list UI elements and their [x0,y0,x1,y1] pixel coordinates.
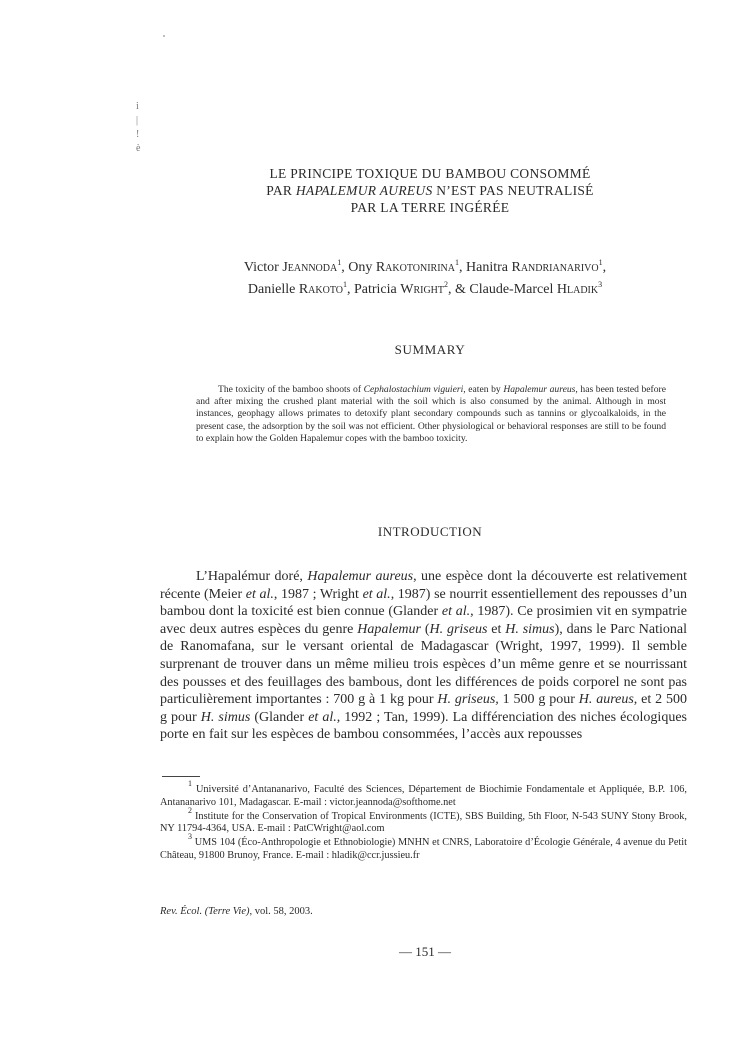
footnote-2 [160,805,687,837]
margin-mark: ! [136,129,140,140]
summary-heading: SUMMARY [394,342,466,357]
author-first: Victor [243,260,283,275]
author-list: Victor Jeannoda$^1$, Ony Rakotonirina$^1$, Hanitra Randrianarivo$^1$, Danielle Rakoto$^1$, Patricia Wright$^2$, & Claude-Marcel Hladik$^3$ [243,258,607,297]
author-last: Rakoto [298,282,343,297]
journal-name: Rev. Écol. (Terre Vie) [160,906,250,917]
author-last: Randrianarivo [511,260,599,275]
author [244,260,341,275]
footnotes [160,779,688,864]
affiliation-mark: 1 [455,258,459,267]
footnote-text: Institute for the Conservation of Tropical Environments (ICTE), SBS Building, 5th Floor, N-543 SUNY Stony Brook, NY 11794-4364, USA. E-mail : PatCWright@aol.com [160,810,687,835]
footnote-mark: 2 [188,805,192,815]
body-italic: Hapalemur [357,621,421,637]
author-first: Ony [348,260,376,275]
title-text: N’EST PAS NEUTRALISÉ [432,183,594,198]
body-text: , 1987) se nourrit essentiellement des repousses d’un bambou dont la toxicité est bien connue (Glander [160,586,688,620]
title-line-2 [190,182,670,199]
author-first: Danielle [247,282,299,297]
author-last: Wright [400,282,445,297]
body-italic: H. griseus, [437,692,499,708]
body-italic: Hapalemur aureus [307,569,414,584]
title-text: PAR [266,183,296,198]
affiliation-mark: 2 [444,280,449,289]
author [248,282,347,297]
author-last: Rakotonirina [375,260,455,275]
page-number: — 151 — [399,944,451,959]
body-text: et [487,621,506,637]
journal-citation [160,906,313,917]
journal-volume: , vol. 58, 2003. [249,906,313,917]
body-italic: H. simus [505,621,555,637]
author-first: Hanitra [466,260,512,275]
abstract-species: Cephalostachium viguieri [363,384,464,395]
margin-mark: è [136,143,141,154]
body-text: , 1987). Ce prosimien vit en sympatrie avec deux autres espèces du genre [160,604,687,637]
abstract-text: The toxicity of the bamboo shoots of [218,384,364,395]
body-text: , et 2 500 g pour [160,692,687,725]
affiliation-mark: 1 [342,280,347,289]
author [354,282,448,297]
margin-mark: | [136,115,139,126]
abstract-species: Hapalemur aureus [503,384,576,395]
summary-abstract [196,384,666,445]
body-italic: et al. [441,604,471,620]
body-italic: et al. [245,586,274,602]
body-text: , une espèce dont la découverte est relativement récente (Meier [160,569,688,602]
body-text: ), dans le Parc National de Ranomafana, sur le versant oriental de Madagascar (Wright, 1997, 1999). Il semble surprenant de trouver dans un même milieu trois espèces d’un même genre et se nourrissant des pousses et des feuillages des bambous, dont les différences de poids corporel ne sont pas particulièrement importantes : 700 g à 1 kg pour [160,621,688,708]
footnote-mark: 1 [188,779,192,788]
footnote-1 [160,779,688,810]
author [466,260,603,275]
abstract-text: , eaten by [463,384,504,395]
footnote-mark: 3 [188,832,192,842]
body-text: 1 500 g pour [498,692,579,708]
scan-speck [163,35,165,37]
affiliation-mark: 3 [598,280,603,289]
title-species: HAPALEMUR AUREUS [295,183,433,198]
author [469,282,602,297]
footnote-divider [162,776,200,777]
abstract-text: , has been tested before and after mixing the crushed plant material with the soil which is also consumed by the animal. Although in most instances, geophagy allows primates to detoxify plant secondary compounds such as tannins or glycoalkaloids, in the present case, the adsorption by the soil was not efficient. Other physiological or behavioral responses are still to be found to explain how the Golden Hapalemur copes with the bamboo toxicity. [196,384,667,444]
margin-marks [136,100,148,156]
introduction-paragraph [160,568,687,744]
body-text: L’Hapalémur doré, [196,569,308,584]
margin-mark: i [136,101,139,112]
footnote-text: UMS 104 (Éco-Anthropologie et Ethnobiologie) MNHN et CNRS, Laboratoire d’Écologie Générale, 4 avenue du Petit Château, 91800 Brunoy, France. E-mail : hladik@ccr.jussieu.fr [160,837,687,861]
affiliation-mark: 1 [598,258,603,267]
footnote-3 [160,832,687,863]
author [348,260,459,275]
author-last: Hladik [556,282,599,297]
title-line-3: PAR LA TERRE INGÉRÉE [350,200,510,215]
footnote-text: Université d’Antananarivo, Faculté des Sciences, Département de Biochimie Fondamentale et Appliquée, B.P. 106, Antananarivo 101, Madagascar. E-mail : victor.jeannoda@softhome.net [160,784,688,808]
body-italic: H. simus [200,709,251,725]
author-first: Claude-Marcel [469,282,557,297]
body-italic: et al. [362,586,391,602]
body-text: , 1992 ; Tan, 1999). La différenciation des niches écologiques porte en fait sur les espèces de bambou consommées, l’accès aux repousses [160,709,687,743]
body-italic: et al. [308,709,337,725]
title-line-1: LE PRINCIPE TOXIQUE DU BAMBOU CONSOMMÉ [269,166,591,181]
body-text: ( [421,621,430,637]
body-italic: H. aureus [578,692,634,708]
introduction-heading: INTRODUCTION [377,524,483,539]
author-last: Jeannoda [282,260,338,275]
body-text: , 1987 ; Wright [273,586,363,602]
paper-title [190,165,670,216]
author-first: Patricia [353,282,401,297]
affiliation-mark: 1 [337,258,342,267]
body-text: (Glander [250,709,309,725]
body-italic: H. griseus [429,621,488,637]
